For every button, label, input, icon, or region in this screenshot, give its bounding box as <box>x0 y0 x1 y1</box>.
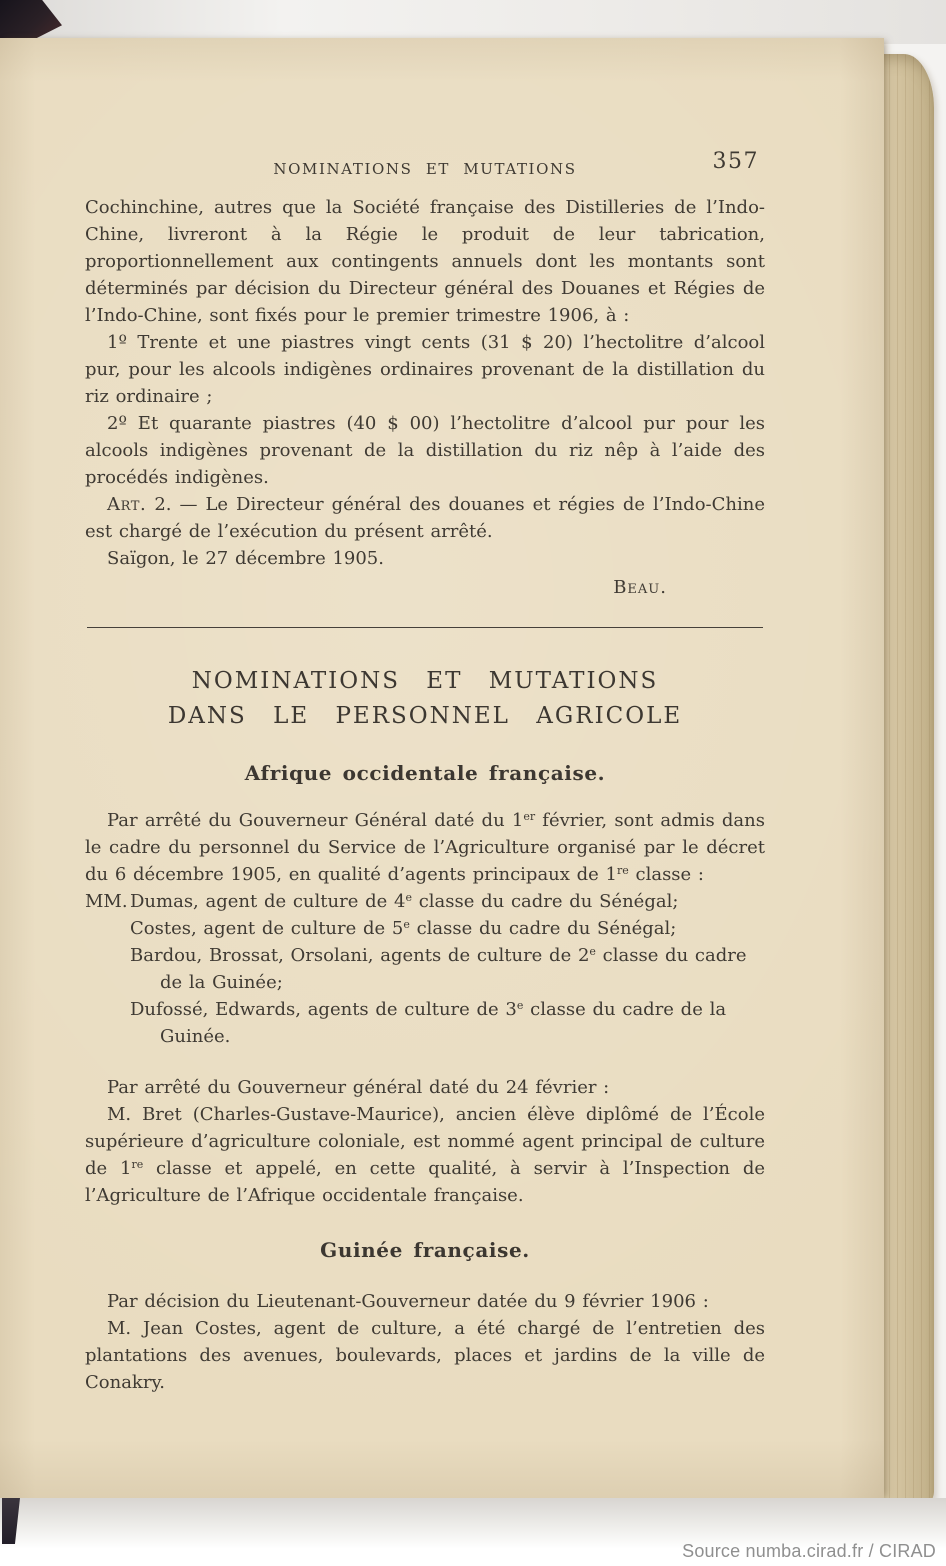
paragraph-article-2 <box>85 491 765 545</box>
superscript-er: er <box>523 810 536 823</box>
item-text: Bardou, Brossat, Orsolani, agents de culture de 2 <box>130 945 590 966</box>
bret-text-2: classe et appelé, en cette qualité, à servir à l’Inspection de l’Agriculture de l’Afrique occidentale française. <box>85 1158 765 1206</box>
item-text: Dufossé, Edwards, agents de culture de 3 <box>130 999 517 1020</box>
bret-text-1: M. Bret (Charles-Gustave-Maurice), ancien élève diplômé de l’École supérieure d’agriculture coloniale, est nommé agent principal de culture de 1 <box>85 1104 765 1179</box>
item-text: Dumas, agent de culture de 4 <box>130 891 406 912</box>
list-item <box>130 888 765 915</box>
superscript-re: re <box>617 864 629 877</box>
article-label: Art. <box>107 494 147 515</box>
paragraph-decision-9-fevrier: Par décision du Lieutenant-Gouverneur datée du 9 février 1906 : <box>107 1291 709 1312</box>
book-page <box>0 38 884 1498</box>
page-number: 357 <box>712 149 759 174</box>
item-text: classe du cadre de la Guinée. <box>160 999 727 1047</box>
superscript-e: e <box>516 999 524 1012</box>
paragraph-cochinchine: Cochinchine, autres que la Société française des Distilleries de l’Indo-Chine, livreront à la Régie le produit de leur tabrication, proportionnellement aux contingents annuels dont les montants sont déterminés par décision du Directeur général des Douanes et Régies de l’Indo-Chine, sont fixés pour le premier trimestre 1906, à : <box>85 197 765 326</box>
superscript-e: e <box>405 891 412 904</box>
paragraph-bret <box>85 1101 765 1209</box>
appointments-list <box>85 888 765 1050</box>
heading-guinee-francaise: Guinée française. <box>320 1238 530 1262</box>
paragraph-arrete-24-fevrier: Par arrêté du Gouverneur général daté du 24 février : <box>107 1077 610 1098</box>
scan-background-bottom <box>0 1498 946 1566</box>
paragraph-jean-costes: M. Jean Costes, agent de culture, a été chargé de l’entretien des plantations des avenues, boulevards, places et jardins de la ville de Conakry. <box>85 1318 765 1393</box>
source-credit: Source numba.cirad.fr / CIRAD <box>682 1541 936 1561</box>
book-cover-edge-bottom <box>2 1498 20 1544</box>
article-text: 2. — Le Directeur général des douanes et régies de l’Indo-Chine est chargé de l’exécution du présent arrêté. <box>85 494 765 542</box>
intro-text-1: Par arrêté du Gouverneur Général daté du 1 <box>107 810 524 831</box>
section-title-line1: NOMINATIONS ET MUTATIONS <box>191 668 659 694</box>
paragraph-arrete-1er-fevrier <box>85 807 765 888</box>
page-text-block <box>85 150 765 1396</box>
intro-text-3: classe : <box>628 864 704 885</box>
item-text: classe du cadre du Sénégal; <box>411 891 679 912</box>
section-divider <box>87 627 763 628</box>
signature-beau: Beau. <box>613 577 667 598</box>
list-item <box>130 996 765 1050</box>
superscript-re: re <box>131 1158 144 1171</box>
list-item <box>130 915 765 942</box>
item-text: classe du cadre de la Guinée; <box>160 945 747 993</box>
item-text: Costes, agent de culture de 5 <box>130 918 404 939</box>
superscript-e: e <box>403 918 410 931</box>
heading-afrique-occidentale: Afrique occidentale française. <box>244 761 606 785</box>
running-header-row <box>85 150 765 180</box>
list-item <box>130 942 765 996</box>
item-text: classe du cadre du Sénégal; <box>409 918 677 939</box>
appointments-items <box>85 888 765 1050</box>
running-header: NOMINATIONS ET MUTATIONS <box>273 160 577 178</box>
section-title-line2: DANS LE PERSONNEL AGRICOLE <box>167 703 683 729</box>
paragraph-saigon-date: Saïgon, le 27 décembre 1905. <box>107 548 384 569</box>
superscript-e: e <box>589 945 596 958</box>
paragraph-item-1: 1º Trente et une piastres vingt cents (31 $ 20) l’hectolitre d’alcool pur, pour les alcools indigènes ordinaires provenant de la distillation du riz ordinaire ; <box>85 332 765 407</box>
intro-text-2: février, sont admis dans le cadre du personnel du Service de l’Agriculture organisé par le décret du 6 décembre 1905, en qualité d’agents principaux de 1 <box>85 810 765 885</box>
paragraph-item-2: 2º Et quarante piastres (40 $ 00) l’hectolitre d’alcool pur pour les alcools indigènes provenant de la distillation du riz nêp à l’aide des procédés indigènes. <box>85 413 765 488</box>
section-title <box>85 664 765 734</box>
mm-label: MM. <box>85 891 128 912</box>
